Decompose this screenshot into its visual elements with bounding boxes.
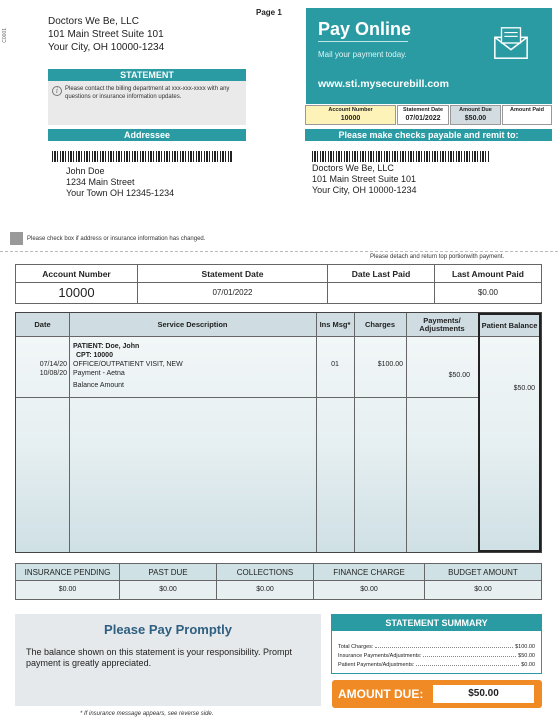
info-icon: i — [52, 86, 62, 96]
sender-street: 101 Main Street Suite 101 — [48, 29, 164, 40]
col-charges: Charges — [364, 320, 395, 329]
pay-promptly-text: The balance shown on this statement is your responsibility. Prompt payment is greatly appreciated. — [26, 647, 292, 668]
last-amount-paid-cell: Last Amount Paid $0.00 — [435, 265, 541, 303]
statement-message: Please contact the billing department at xxx-xxx-xxxx with any questions or insurance information updates. — [65, 86, 230, 100]
pay-online-title: Pay Online — [318, 19, 412, 39]
sender-address — [48, 15, 164, 54]
col-payments: Payments/ Adjustments — [419, 316, 465, 333]
row-1-ins-msg: 01 — [331, 361, 339, 368]
summary-patient-payments: Patient Payments/Adjustments: $0.00 — [338, 662, 535, 668]
detach-line — [0, 251, 558, 252]
summary-total-charges: Total Charges: $100.00 — [338, 644, 535, 650]
addressee-street: 1234 Main Street — [66, 177, 135, 187]
statement-summary — [331, 614, 542, 674]
envelope-icon — [492, 24, 530, 62]
pay-online-banner — [306, 8, 552, 104]
pay-promptly-title: Please Pay Promptly — [104, 622, 232, 637]
account-number-cell: Account Number 10000 — [16, 265, 138, 303]
patient-balance-column — [478, 313, 541, 552]
detach-note: Please detach and return top portionwith payment. — [370, 254, 505, 260]
pay-online-url[interactable]: www.sti.mysecurebill.com — [318, 78, 449, 90]
row-1-charges: $100.00 — [377, 361, 403, 368]
amount-due-box — [332, 680, 542, 708]
statement-message-box — [48, 69, 246, 125]
remit-barcode — [312, 151, 490, 162]
col-ins-msg: Ins Msg* — [319, 320, 351, 329]
collections-cell: COLLECTIONS $0.00 — [217, 564, 314, 599]
patient-line: PATIENT: Doe, John — [73, 343, 140, 350]
pay-promptly-box — [15, 614, 321, 706]
statement-summary-header: STATEMENT SUMMARY — [332, 615, 541, 631]
row-2-description: Payment - Aetna — [73, 370, 125, 377]
summary-insurance-payments: Insurance Payments/Adjustments: $50.00 — [338, 653, 535, 659]
address-change-checkbox[interactable] — [10, 232, 23, 245]
account-status-table — [15, 563, 542, 600]
amount-due-label: AMOUNT DUE: — [338, 687, 424, 701]
addressee-name: John Doe — [66, 166, 105, 176]
addressee-header: Addressee — [48, 129, 246, 141]
remit-address — [312, 163, 417, 196]
remit-header: Please make checks payable and remit to: — [305, 129, 552, 141]
insurance-pending-cell: INSURANCE PENDING $0.00 — [16, 564, 120, 599]
budget-amount-cell: BUDGET AMOUNT $0.00 — [425, 564, 541, 599]
amount-due-value: $50.00 — [433, 685, 534, 703]
pay-online-subtitle: Mail your payment today. — [318, 50, 407, 59]
footnote: * If insurance message appears, see reverse side. — [80, 711, 214, 717]
account-table — [15, 264, 542, 304]
mini-amount-due: Amount Due $50.00 — [450, 105, 501, 125]
row-1-description: OFFICE/OUTPATIENT VISIT, NEW — [73, 361, 183, 368]
col-date: Date — [34, 320, 51, 329]
addressee-city: Your Town OH 12345-1234 — [66, 188, 175, 198]
remit-city: Your City, OH 10000-1234 — [312, 185, 417, 195]
remit-name: Doctors We Be, LLC — [312, 163, 394, 173]
statement-date-cell: Statement Date 07/01/2022 — [138, 265, 328, 303]
addressee-address — [66, 166, 174, 199]
mini-amount-paid[interactable]: Amount Paid — [502, 105, 552, 125]
address-change-label: Please check box if address or insurance information has changed. — [27, 236, 206, 242]
col-description: Service Description — [157, 320, 228, 329]
side-code: C0001 — [2, 28, 8, 43]
mini-statement-date: Statement Date 07/01/2022 — [397, 105, 449, 125]
finance-charge-cell: FINANCE CHARGE $0.00 — [314, 564, 425, 599]
pay-online-divider — [318, 41, 408, 42]
balance-value: $50.00 — [513, 385, 535, 392]
balance-label: Balance Amount — [73, 382, 124, 389]
sender-name: Doctors We Be, LLC — [48, 16, 139, 27]
row-1-date: 07/14/20 — [39, 361, 67, 368]
row-2-payments: $50.00 — [448, 372, 470, 379]
addressee-barcode — [52, 151, 232, 162]
row-2-date: 10/08/20 — [39, 370, 67, 377]
sender-city: Your City, OH 10000-1234 — [48, 42, 165, 53]
statement-header: STATEMENT — [48, 69, 246, 81]
remit-street: 101 Main Street Suite 101 — [312, 174, 417, 184]
col-patient-balance: Patient Balance — [481, 321, 538, 330]
page-number: Page 1 — [256, 8, 282, 17]
date-last-paid-cell: Date Last Paid — [328, 265, 435, 303]
cpt-line: CPT: 10000 — [76, 352, 113, 359]
mini-account-number: Account Number 10000 — [305, 105, 396, 125]
past-due-cell: PAST DUE $0.00 — [120, 564, 217, 599]
service-table — [15, 312, 542, 553]
